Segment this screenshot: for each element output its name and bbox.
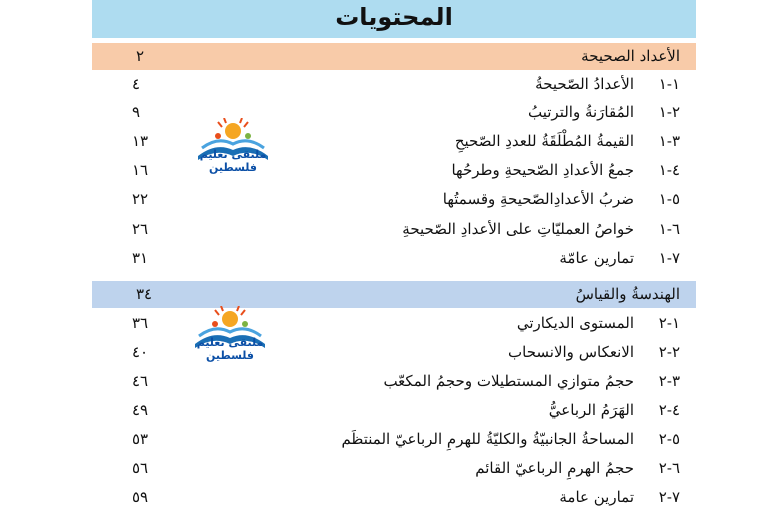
entry-title: خواصُ العمليّاتِ على الأعدادِ الصّحيحةِ — [402, 220, 634, 238]
entry-page: ٥٦ — [132, 459, 149, 477]
entry-page: ٥٩ — [132, 488, 149, 506]
entry-page: ٤٦ — [132, 372, 149, 390]
watermark-text: ملتقى تعليم فلسطين — [196, 336, 264, 362]
entry-title: تمارين عامة — [559, 488, 634, 506]
entry-page: ١٦ — [132, 161, 149, 179]
entry-page: ٢٢ — [132, 190, 149, 208]
entry-number: ٢-٢ — [658, 343, 680, 361]
toc-entry-1-1[interactable] — [92, 70, 696, 98]
entry-page: ٥٣ — [132, 430, 149, 448]
entry-page: ٣٦ — [132, 314, 149, 332]
entry-number: ٣-١ — [658, 132, 680, 150]
section-title: الأعداد الصحيحة — [581, 47, 680, 65]
toc-entry-2-6[interactable] — [92, 454, 696, 482]
toc-entry-1-5[interactable] — [92, 185, 696, 213]
toc-entry-1-7[interactable] — [92, 244, 696, 272]
entry-title: المساحةُ الجانبيّةُ والكليّةُ للهرمِ الرباعيّ المنتظَم — [341, 430, 634, 448]
watermark-logo — [175, 306, 285, 362]
toc-entry-1-6[interactable] — [92, 215, 696, 243]
entry-number: ٧-١ — [658, 249, 680, 267]
entry-title: المُقارَنةُ والترتيبُ — [527, 103, 634, 121]
entry-page: ١٣ — [132, 132, 149, 150]
toc-entry-2-5[interactable] — [92, 425, 696, 453]
entry-page: ٤٩ — [132, 401, 149, 419]
page-title: المحتويات — [92, 0, 696, 38]
entry-title: المستوى الديكارتي — [516, 314, 634, 332]
entry-title: جمعُ الأعدادِ الصّحيحةِ وطرحُها — [451, 161, 634, 179]
section-header-integers[interactable] — [92, 43, 696, 70]
entry-number: ٦-١ — [658, 220, 680, 238]
entry-page: ٢٦ — [132, 220, 149, 238]
entry-number: ٥-٢ — [658, 430, 680, 448]
entry-title: ضربُ الأعدادِالصّحيحةِ وقسمتُها — [442, 190, 634, 208]
entry-number: ٤-٢ — [658, 401, 680, 419]
entry-page: ٤٠ — [132, 343, 149, 361]
section-header-geometry[interactable] — [92, 281, 696, 308]
entry-number: ٥-١ — [658, 190, 680, 208]
toc-entry-2-4[interactable] — [92, 396, 696, 424]
entry-number: ١-٢ — [658, 314, 680, 332]
watermark-logo — [178, 118, 288, 174]
entry-page: ٩ — [132, 103, 141, 121]
section-page-number: ٣٤ — [136, 285, 153, 303]
entry-title: الهَرَمُ الرباعيُّ — [548, 401, 634, 419]
entry-number: ٧-٢ — [658, 488, 680, 506]
toc-entry-2-7[interactable] — [92, 483, 696, 511]
entry-number: ٤-١ — [658, 161, 680, 179]
section-page-number: ٢ — [136, 47, 145, 65]
entry-number: ١-١ — [658, 75, 680, 93]
entry-page: ٣١ — [132, 249, 149, 267]
entry-number: ٣-٢ — [658, 372, 680, 390]
entry-title: الأعدادُ الصّحيحةُ — [535, 75, 634, 93]
entry-title: تمارين عامّة — [559, 249, 634, 267]
entry-page: ٤ — [132, 75, 141, 93]
entry-title: حجمُ الهرمِ الرباعيّ القائم — [475, 459, 634, 477]
entry-title: حجمُ متوازي المستطيلات وحجمُ المكعّب — [383, 372, 634, 390]
entry-number: ٢-١ — [658, 103, 680, 121]
entry-title: القيمةُ المُطْلَقَةُ للعددِ الصّحيحِ — [454, 132, 634, 150]
entry-title: الانعكاس والانسحاب — [508, 343, 634, 361]
section-title: الهندسةُ والقياسُ — [575, 285, 680, 303]
watermark-text: ملتقى تعليم فلسطين — [199, 148, 267, 174]
toc-entry-2-3[interactable] — [92, 367, 696, 395]
entry-number: ٦-٢ — [658, 459, 680, 477]
